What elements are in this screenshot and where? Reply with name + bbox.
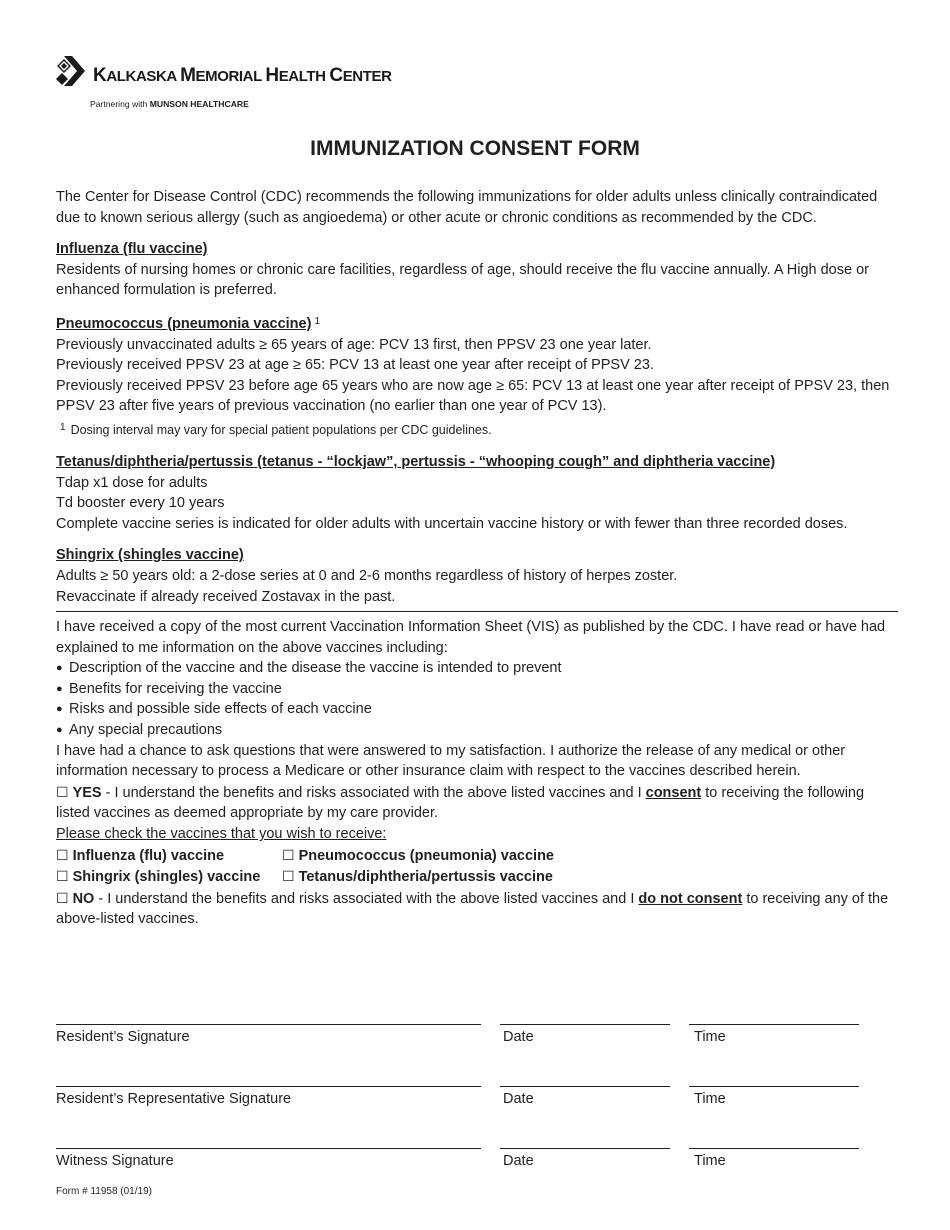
vaccine-checkbox[interactable]: ☐ bbox=[282, 846, 295, 863]
pneumococcus-heading: Pneumococcus (pneumonia vaccine) bbox=[56, 315, 312, 332]
shingrix-heading: Shingrix (shingles vaccine) bbox=[56, 547, 244, 564]
list-item: ● Any special precautions bbox=[56, 722, 223, 739]
vaccine-checkbox[interactable]: ☐ bbox=[56, 868, 69, 885]
organization-logo bbox=[55, 54, 415, 114]
signature-line[interactable] bbox=[56, 1148, 481, 1149]
tetanus-line: Tdap x1 dose for adults bbox=[56, 474, 208, 491]
consent-no-label: NO bbox=[72, 890, 95, 907]
signature-label: Witness Signature bbox=[56, 1153, 174, 1169]
signature-row-witness bbox=[56, 1148, 876, 1210]
time-line[interactable] bbox=[689, 1148, 859, 1149]
date-label: Date bbox=[503, 1091, 534, 1107]
time-label: Time bbox=[694, 1091, 726, 1107]
pneumococcus-line: Previously unvaccinated adults ≥ 65 years of age: PCV 13 first, then PPSV 23 one year later. bbox=[56, 336, 652, 353]
signature-line[interactable] bbox=[56, 1086, 481, 1087]
vaccine-checkbox[interactable]: ☐ bbox=[282, 868, 295, 885]
section-divider bbox=[56, 611, 898, 612]
form-number: Form # 11958 (01/19) bbox=[56, 1186, 152, 1197]
shingrix-section bbox=[56, 545, 896, 607]
page-title: IMMUNIZATION CONSENT FORM bbox=[310, 137, 640, 160]
kalkaska-logo-mark-icon bbox=[55, 54, 87, 88]
vaccine-choice-grid bbox=[56, 845, 896, 888]
signature-row-representative bbox=[56, 1086, 876, 1148]
pneumococcus-section bbox=[56, 312, 896, 441]
footnote: $^1$ Dosing interval may vary for special patient populations per CDC guidelines. bbox=[60, 421, 492, 437]
date-line[interactable] bbox=[500, 1024, 670, 1025]
vaccine-option-tetanus[interactable]: ☐ Tetanus/diphtheria/pertussis vaccine bbox=[282, 868, 553, 886]
tetanus-heading: Tetanus/diphtheria/pertussis (tetanus - “lockjaw”, pertussis - “whooping cough” and diphtheria vaccine) bbox=[56, 453, 776, 470]
time-line[interactable] bbox=[689, 1024, 859, 1025]
organization-name: KALKASKA MEMORIAL HEALTH CENTER bbox=[93, 65, 392, 86]
consent-emphasis: consent bbox=[645, 784, 702, 801]
influenza-text: Residents of nursing homes or chronic care facilities, regardless of age, should receive the flu vaccine annually. A High dose or enhanced formulation is preferred. bbox=[56, 261, 869, 299]
vaccine-option-pneumococcus[interactable]: ☐ Pneumococcus (pneumonia) vaccine bbox=[282, 846, 554, 864]
time-label: Time bbox=[694, 1029, 726, 1045]
consent-no-checkbox[interactable]: ☐ bbox=[56, 889, 69, 906]
organization-tagline: Partnering with MUNSON HEALTHCARE bbox=[90, 99, 249, 109]
signature-label: Resident’s Signature bbox=[56, 1029, 190, 1045]
vaccine-option-influenza[interactable]: ☐ Influenza (flu) vaccine bbox=[56, 846, 225, 864]
list-item: ● Benefits for receiving the vaccine bbox=[56, 680, 282, 697]
pneumococcus-line: Previously received PPSV 23 before age 65 years who are now age ≥ 65: PCV 13 at least one year after receipt of PPSV 23, then PPSV 23 after five years of previous vaccination (no earlier than one year of PCV 13). bbox=[56, 377, 890, 415]
date-line[interactable] bbox=[500, 1148, 670, 1149]
vaccine-choice-prompt: Please check the vaccines that you wish to receive: bbox=[56, 826, 387, 843]
do-not-consent-emphasis: do not consent bbox=[638, 890, 743, 907]
signature-label: Resident’s Representative Signature bbox=[56, 1091, 292, 1107]
consent-yes-label: YES bbox=[72, 784, 102, 801]
vaccine-option-shingrix[interactable]: ☐ Shingrix (shingles) vaccine bbox=[56, 868, 261, 886]
time-label: Time bbox=[694, 1153, 726, 1169]
vaccine-checkbox[interactable]: ☐ bbox=[56, 846, 69, 863]
tetanus-line: Td booster every 10 years bbox=[56, 495, 225, 512]
pneumococcus-line: Previously received PPSV 23 at age ≥ 65: PCV 13 at least one year after receipt of PPSV 23. bbox=[56, 357, 654, 374]
date-label: Date bbox=[503, 1029, 534, 1045]
consent-no-option: ☐ NO - I understand the benefits and risks associated with the above listed vaccines and I do not consent to receiving any of the above-listed vaccines. bbox=[56, 889, 889, 928]
signature-line[interactable] bbox=[56, 1024, 481, 1025]
vis-paragraph: I have received a copy of the most current Vaccination Information Sheet (VIS) as published by the CDC. I have read or have had explained to me information on the above vaccines including: bbox=[56, 619, 886, 656]
list-item: ● Description of the vaccine and the disease the vaccine is intended to prevent bbox=[56, 660, 562, 677]
form-body bbox=[56, 187, 896, 930]
date-line[interactable] bbox=[500, 1086, 670, 1087]
tetanus-section bbox=[56, 452, 896, 534]
authorization-paragraph: I have had a chance to ask questions that were answered to my satisfaction. I authorize the release of any medical or other information necessary to process a Medicare or other insurance claim with respect to the vaccines described herein. bbox=[56, 742, 846, 780]
intro-paragraph: The Center for Disease Control (CDC) recommends the following immunizations for older adults unless clinically contraindicated due to known serious allergy (such as angioedema) or other acute or chronic conditions as recommended by the CDC. bbox=[56, 189, 878, 226]
signature-row-resident bbox=[56, 1024, 876, 1086]
consent-yes-checkbox[interactable]: ☐ bbox=[56, 783, 69, 800]
shingrix-line: Revaccinate if already received Zostavax in the past. bbox=[56, 588, 396, 605]
tetanus-line: Complete vaccine series is indicated for older adults with uncertain vaccine history or with fewer than three recorded doses. bbox=[56, 515, 848, 532]
list-item: ● Risks and possible side effects of each vaccine bbox=[56, 701, 372, 718]
time-line[interactable] bbox=[689, 1086, 859, 1087]
shingrix-line: Adults ≥ 50 years old: a 2-dose series at 0 and 2-6 months regardless of history of herpes zoster. bbox=[56, 567, 678, 584]
footnote-marker: 1 bbox=[314, 315, 320, 327]
date-label: Date bbox=[503, 1153, 534, 1169]
signature-block bbox=[56, 1024, 876, 1210]
influenza-section bbox=[56, 239, 896, 301]
influenza-heading: Influenza (flu vaccine) bbox=[56, 241, 208, 258]
consent-yes-option: ☐ YES - I understand the benefits and risks associated with the above listed vaccines and I consent to receiving the following listed vaccines as deemed appropriate by my care provider. bbox=[56, 783, 865, 822]
